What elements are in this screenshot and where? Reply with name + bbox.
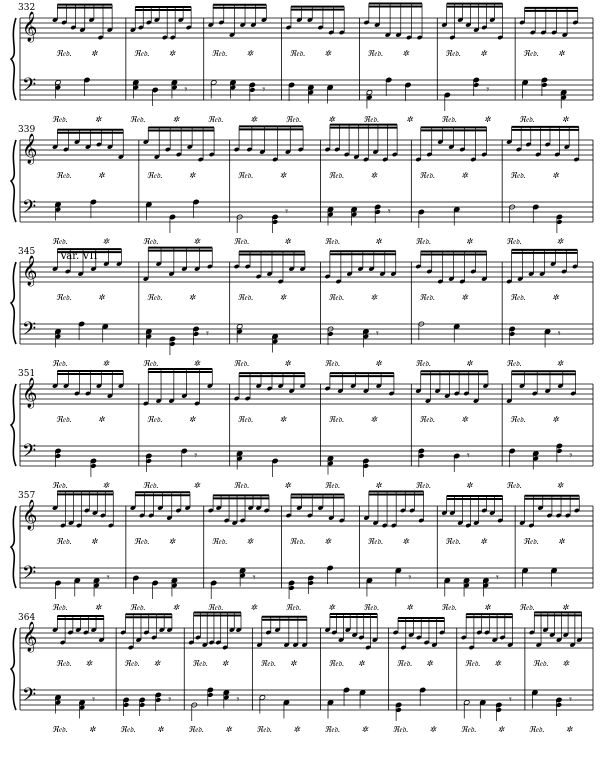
pedal-mark: ℜ𝔢𝔡. [464, 659, 481, 668]
pedal-mark: ℜ𝔢𝔡. [506, 237, 522, 246]
pedal-mark: ℜ𝔢𝔡. [441, 603, 457, 612]
pedal-mark: ℜ𝔢𝔡. [237, 171, 254, 180]
measure [363, 4, 422, 124]
variation-label: Var. VII [60, 251, 98, 262]
pedal-mark: ℜ𝔢𝔡. [328, 293, 345, 302]
pedal-mark: ℜ𝔢𝔡. [328, 415, 345, 424]
pedal-release: ✲ [246, 49, 254, 58]
pedal-release: ✲ [426, 659, 433, 668]
measure [441, 4, 503, 124]
pedal-release: ✲ [188, 415, 196, 424]
measure [143, 248, 213, 368]
measure-number: 339 [18, 125, 36, 135]
pedal-mark: ℜ𝔢𝔡. [260, 659, 277, 668]
rest: 𝄾 [486, 83, 490, 96]
measure [324, 251, 396, 368]
pedal-release: ✲ [552, 171, 559, 180]
pedal-release: ✲ [188, 171, 196, 180]
pedal-mark: ℜ𝔢𝔡. [146, 415, 163, 424]
pedal-release: ✲ [556, 481, 564, 490]
measure [393, 618, 446, 734]
rest: 𝄾 [569, 449, 573, 462]
measure-number: 364 [18, 613, 36, 623]
pedal-release: ✲ [90, 537, 98, 546]
pedal-mark: ℜ𝔢𝔡. [506, 359, 522, 368]
rest: 𝄾 [285, 205, 289, 218]
pedal-mark: ℜ𝔢𝔡. [441, 115, 457, 124]
pedal-release: ✲ [429, 725, 437, 734]
brace [11, 628, 16, 710]
measure [461, 614, 514, 734]
pedal-release: ✲ [284, 237, 291, 246]
pedal-mark: ℜ𝔢𝔡. [120, 725, 136, 734]
system-6 [11, 612, 593, 734]
pedal-release: ✲ [293, 725, 300, 734]
bass-clef: 𝄢 [22, 319, 37, 344]
measure [188, 613, 242, 734]
pedal-release: ✲ [250, 603, 258, 612]
pedal-release: ✲ [172, 115, 180, 124]
brace [11, 262, 16, 344]
pedal-release: ✲ [402, 537, 409, 546]
pedal-release: ✲ [221, 659, 229, 668]
pedal-release: ✲ [324, 49, 332, 58]
measure [234, 126, 304, 246]
pedal-release: ✲ [557, 537, 565, 546]
pedal-mark: ℜ𝔢𝔡. [324, 237, 341, 246]
measure [519, 8, 578, 124]
pedal-release: ✲ [225, 725, 232, 734]
pedal-mark: ℜ𝔢𝔡. [506, 481, 522, 490]
pedal-mark: ℜ𝔢𝔡. [363, 603, 380, 612]
rest: 𝄾 [206, 327, 209, 340]
pedal-release: ✲ [94, 603, 102, 612]
rest: 𝄾 [557, 327, 561, 340]
bass-staff [20, 80, 593, 100]
rest: 𝄾 [387, 205, 391, 218]
pedal-mark: ℜ𝔢𝔡. [237, 415, 254, 424]
pedal-release: ✲ [284, 481, 291, 490]
pedal-mark: ℜ𝔢𝔡. [415, 237, 432, 246]
pedal-mark: ℜ𝔢𝔡. [142, 237, 159, 246]
measure [519, 496, 580, 612]
pedal-mark: ℜ𝔢𝔡. [285, 115, 302, 124]
measure [285, 494, 344, 612]
pedal-mark: ℜ𝔢𝔡. [510, 171, 526, 180]
pedal-release: ✲ [279, 415, 287, 424]
pedal-mark: ℜ𝔢𝔡. [460, 725, 477, 734]
pedal-release: ✲ [284, 359, 291, 368]
pedal-release: ✲ [361, 725, 369, 734]
rest: 𝄾 [92, 693, 95, 706]
pedal-mark: ℜ𝔢𝔡. [445, 49, 461, 58]
pedal-mark: ℜ𝔢𝔡. [367, 49, 384, 58]
pedal-release: ✲ [328, 603, 335, 612]
pedal-mark: ℜ𝔢𝔡. [528, 725, 545, 734]
pedal-release: ✲ [484, 115, 491, 124]
pedal-release: ✲ [85, 659, 93, 668]
measure-number: 357 [18, 491, 36, 501]
measure [143, 369, 213, 490]
pedal-release: ✲ [193, 237, 201, 246]
pedal-mark: ℜ𝔢𝔡. [56, 415, 72, 424]
pedal-mark: ℜ𝔢𝔡. [52, 725, 68, 734]
pedal-mark: ℜ𝔢𝔡. [233, 237, 250, 246]
measure-number: 345 [18, 247, 36, 257]
pedal-mark: ℜ𝔢𝔡. [211, 537, 228, 546]
pedal-mark: ℜ𝔢𝔡. [192, 659, 208, 668]
bass-clef: 𝄢 [22, 197, 37, 222]
pedal-mark: ℜ𝔢𝔡. [56, 49, 72, 58]
pedal-mark: ℜ𝔢𝔡. [56, 171, 72, 180]
bass-clef: 𝄢 [22, 563, 37, 588]
pedal-release: ✲ [168, 49, 176, 58]
pedal-release: ✲ [102, 237, 110, 246]
pedal-release: ✲ [157, 725, 164, 734]
pedal-mark: ℜ𝔢𝔡. [256, 725, 273, 734]
bass-staff [20, 690, 593, 710]
pedal-mark: ℜ𝔢𝔡. [52, 115, 68, 124]
pedal-release: ✲ [556, 359, 564, 368]
pedal-release: ✲ [461, 171, 468, 180]
system-2 [11, 125, 593, 246]
pedal-release: ✲ [357, 659, 365, 668]
pedal-mark: ℜ𝔢𝔡. [188, 725, 204, 734]
pedal-release: ✲ [465, 237, 473, 246]
pedal-release: ✲ [561, 115, 569, 124]
pedal-release: ✲ [328, 115, 335, 124]
rest: 𝄾 [375, 327, 379, 340]
measure [234, 251, 306, 368]
pedal-mark: ℜ𝔢𝔡. [324, 359, 341, 368]
treble-staff [20, 506, 593, 526]
system-4 [11, 369, 593, 490]
pedal-mark: ℜ𝔢𝔡. [445, 537, 461, 546]
pedal-mark: ℜ𝔢𝔡. [133, 537, 150, 546]
pedal-release: ✲ [188, 293, 196, 302]
pedal-mark: ℜ𝔢𝔡. [233, 481, 250, 490]
pedal-mark: ℜ𝔢𝔡. [285, 603, 302, 612]
rest: 𝄾 [568, 693, 572, 706]
pedal-mark: ℜ𝔢𝔡. [324, 725, 341, 734]
pedal-release: ✲ [480, 49, 487, 58]
rest: 𝄾 [236, 693, 240, 706]
rest: 𝄾 [194, 449, 198, 462]
measure [324, 614, 378, 734]
pedal-mark: ℜ𝔢𝔡. [52, 359, 68, 368]
pedal-mark: ℜ𝔢𝔡. [519, 603, 535, 612]
pedal-release: ✲ [556, 237, 564, 246]
pedal-mark: ℜ𝔢𝔡. [207, 603, 224, 612]
measure [52, 616, 105, 734]
rest: 𝄾 [466, 449, 470, 462]
pedal-release: ✲ [97, 415, 105, 424]
measure [208, 5, 267, 124]
pedal-release: ✲ [90, 49, 98, 58]
pedal-release: ✲ [480, 537, 487, 546]
bass-clef: 𝄢 [22, 441, 37, 466]
rest: 𝄾 [262, 83, 266, 96]
pedal-release: ✲ [562, 659, 570, 668]
pedal-mark: ℜ𝔢𝔡. [233, 359, 250, 368]
pedal-mark: ℜ𝔢𝔡. [324, 481, 341, 490]
rest: 𝄾 [168, 693, 172, 706]
pedal-release: ✲ [172, 603, 180, 612]
pedal-mark: ℜ𝔢𝔡. [419, 415, 436, 424]
pedal-mark: ℜ𝔢𝔡. [56, 659, 72, 668]
pedal-mark: ℜ𝔢𝔡. [207, 115, 224, 124]
pedal-mark: ℜ𝔢𝔡. [367, 537, 384, 546]
pedal-mark: ℜ𝔢𝔡. [124, 659, 140, 668]
rest: 𝄾 [495, 571, 499, 584]
pedal-release: ✲ [402, 49, 409, 58]
treble-clef: 𝄞 [22, 12, 38, 42]
pedal-mark: ℜ𝔢𝔡. [129, 603, 146, 612]
pedal-mark: ℜ𝔢𝔡. [363, 115, 380, 124]
pedal-release: ✲ [552, 415, 559, 424]
pedal-release: ✲ [494, 659, 501, 668]
pedal-release: ✲ [465, 359, 473, 368]
pedal-mark: ℜ𝔢𝔡. [56, 293, 72, 302]
pedal-release: ✲ [324, 537, 332, 546]
pedal-mark: ℜ𝔢𝔡. [419, 171, 436, 180]
system-5 [11, 491, 593, 612]
measure [120, 614, 173, 734]
pedal-mark: ℜ𝔢𝔡. [510, 415, 526, 424]
treble-clef: 𝄞 [22, 500, 38, 530]
pedal-release: ✲ [289, 659, 297, 668]
bass-clef: 𝄢 [22, 685, 37, 710]
treble-clef: 𝄞 [22, 622, 38, 652]
pedal-mark: ℜ𝔢𝔡. [52, 603, 68, 612]
pedal-release: ✲ [497, 725, 505, 734]
pedal-release: ✲ [375, 481, 382, 490]
pedal-release: ✲ [94, 115, 102, 124]
brace [11, 18, 16, 100]
bass-staff [20, 202, 593, 222]
measure [324, 373, 394, 490]
pedal-mark: ℜ𝔢𝔡. [519, 115, 535, 124]
pedal-mark: ℜ𝔢𝔡. [523, 537, 539, 546]
treble-staff [20, 18, 593, 38]
pedal-mark: ℜ𝔢𝔡. [419, 293, 436, 302]
pedal-release: ✲ [168, 537, 176, 546]
pedal-mark: ℜ𝔢𝔡. [396, 659, 413, 668]
rest: 𝄾 [408, 571, 412, 584]
pedal-release: ✲ [102, 359, 110, 368]
pedal-mark: ℜ𝔢𝔡. [237, 293, 254, 302]
pedal-release: ✲ [406, 603, 413, 612]
rest: 𝄾 [184, 83, 188, 96]
bass-staff [20, 446, 593, 466]
treble-clef: 𝄞 [22, 378, 38, 408]
pedal-mark: ℜ𝔢𝔡. [415, 481, 432, 490]
brace [11, 140, 16, 222]
pedal-release: ✲ [193, 481, 201, 490]
system-3 [11, 247, 593, 368]
pedal-mark: ℜ𝔢𝔡. [129, 115, 146, 124]
measure-number: 351 [18, 369, 36, 379]
pedal-release: ✲ [193, 359, 201, 368]
measure [506, 250, 578, 368]
pedal-release: ✲ [561, 603, 569, 612]
pedal-release: ✲ [246, 537, 254, 546]
pedal-release: ✲ [465, 481, 473, 490]
measure [52, 130, 124, 246]
pedal-mark: ℜ𝔢𝔡. [415, 359, 432, 368]
measure [130, 7, 192, 124]
treble-clef: 𝄞 [22, 134, 38, 164]
system-1 [11, 3, 593, 124]
pedal-release: ✲ [557, 49, 565, 58]
pedal-release: ✲ [461, 415, 468, 424]
measure [256, 617, 307, 734]
pedal-release: ✲ [97, 293, 105, 302]
measure [52, 5, 113, 124]
pedal-mark: ℜ𝔢𝔡. [133, 49, 150, 58]
measure [415, 251, 487, 368]
pedal-mark: ℜ𝔢𝔡. [289, 49, 306, 58]
pedal-mark: ℜ𝔢𝔡. [52, 481, 68, 490]
pedal-release: ✲ [484, 603, 491, 612]
pedal-release: ✲ [461, 293, 468, 302]
pedal-mark: ℜ𝔢𝔡. [211, 49, 228, 58]
pedal-mark: ℜ𝔢𝔡. [142, 359, 159, 368]
pedal-mark: ℜ𝔢𝔡. [392, 725, 409, 734]
measure [529, 612, 583, 734]
pedal-release: ✲ [370, 171, 378, 180]
measure [363, 491, 424, 612]
brace [11, 506, 16, 588]
pedal-release: ✲ [279, 171, 287, 180]
measure [130, 492, 191, 612]
pedal-release: ✲ [375, 359, 382, 368]
pedal-mark: ℜ𝔢𝔡. [142, 481, 159, 490]
rest: 𝄾 [508, 693, 512, 706]
pedal-mark: ℜ𝔢𝔡. [328, 171, 345, 180]
pedal-release: ✲ [250, 115, 258, 124]
rest: 𝄾 [252, 571, 256, 584]
brace [11, 384, 16, 466]
pedal-mark: ℜ𝔢𝔡. [510, 293, 526, 302]
pedal-release: ✲ [406, 115, 413, 124]
pedal-mark: ℜ𝔢𝔡. [52, 237, 68, 246]
pedal-release: ✲ [153, 659, 161, 668]
measure [52, 491, 114, 612]
pedal-release: ✲ [552, 293, 559, 302]
pedal-release: ✲ [279, 293, 287, 302]
pedal-release: ✲ [88, 725, 96, 734]
measure [285, 7, 344, 124]
pedal-mark: ℜ𝔢𝔡. [146, 171, 163, 180]
pedal-release: ✲ [565, 725, 573, 734]
measure [208, 495, 270, 612]
pedal-mark: ℜ𝔢𝔡. [523, 49, 539, 58]
pedal-release: ✲ [97, 171, 105, 180]
measure [234, 373, 306, 490]
pedal-mark: ℜ𝔢𝔡. [56, 537, 72, 546]
pedal-release: ✲ [370, 293, 378, 302]
measure [441, 496, 503, 612]
pedal-mark: ℜ𝔢𝔡. [532, 659, 549, 668]
pedal-release: ✲ [370, 415, 378, 424]
measure-number: 332 [18, 3, 36, 13]
treble-clef: 𝄞 [22, 256, 38, 286]
rest: 𝄾 [106, 571, 110, 584]
measure [324, 125, 397, 246]
pedal-release: ✲ [375, 237, 382, 246]
pedal-mark: ℜ𝔢𝔡. [328, 659, 345, 668]
pedal-mark: ℜ𝔢𝔡. [146, 293, 163, 302]
pedal-mark: ℜ𝔢𝔡. [289, 537, 306, 546]
pedal-release: ✲ [102, 481, 110, 490]
bass-clef: 𝄢 [22, 75, 37, 100]
